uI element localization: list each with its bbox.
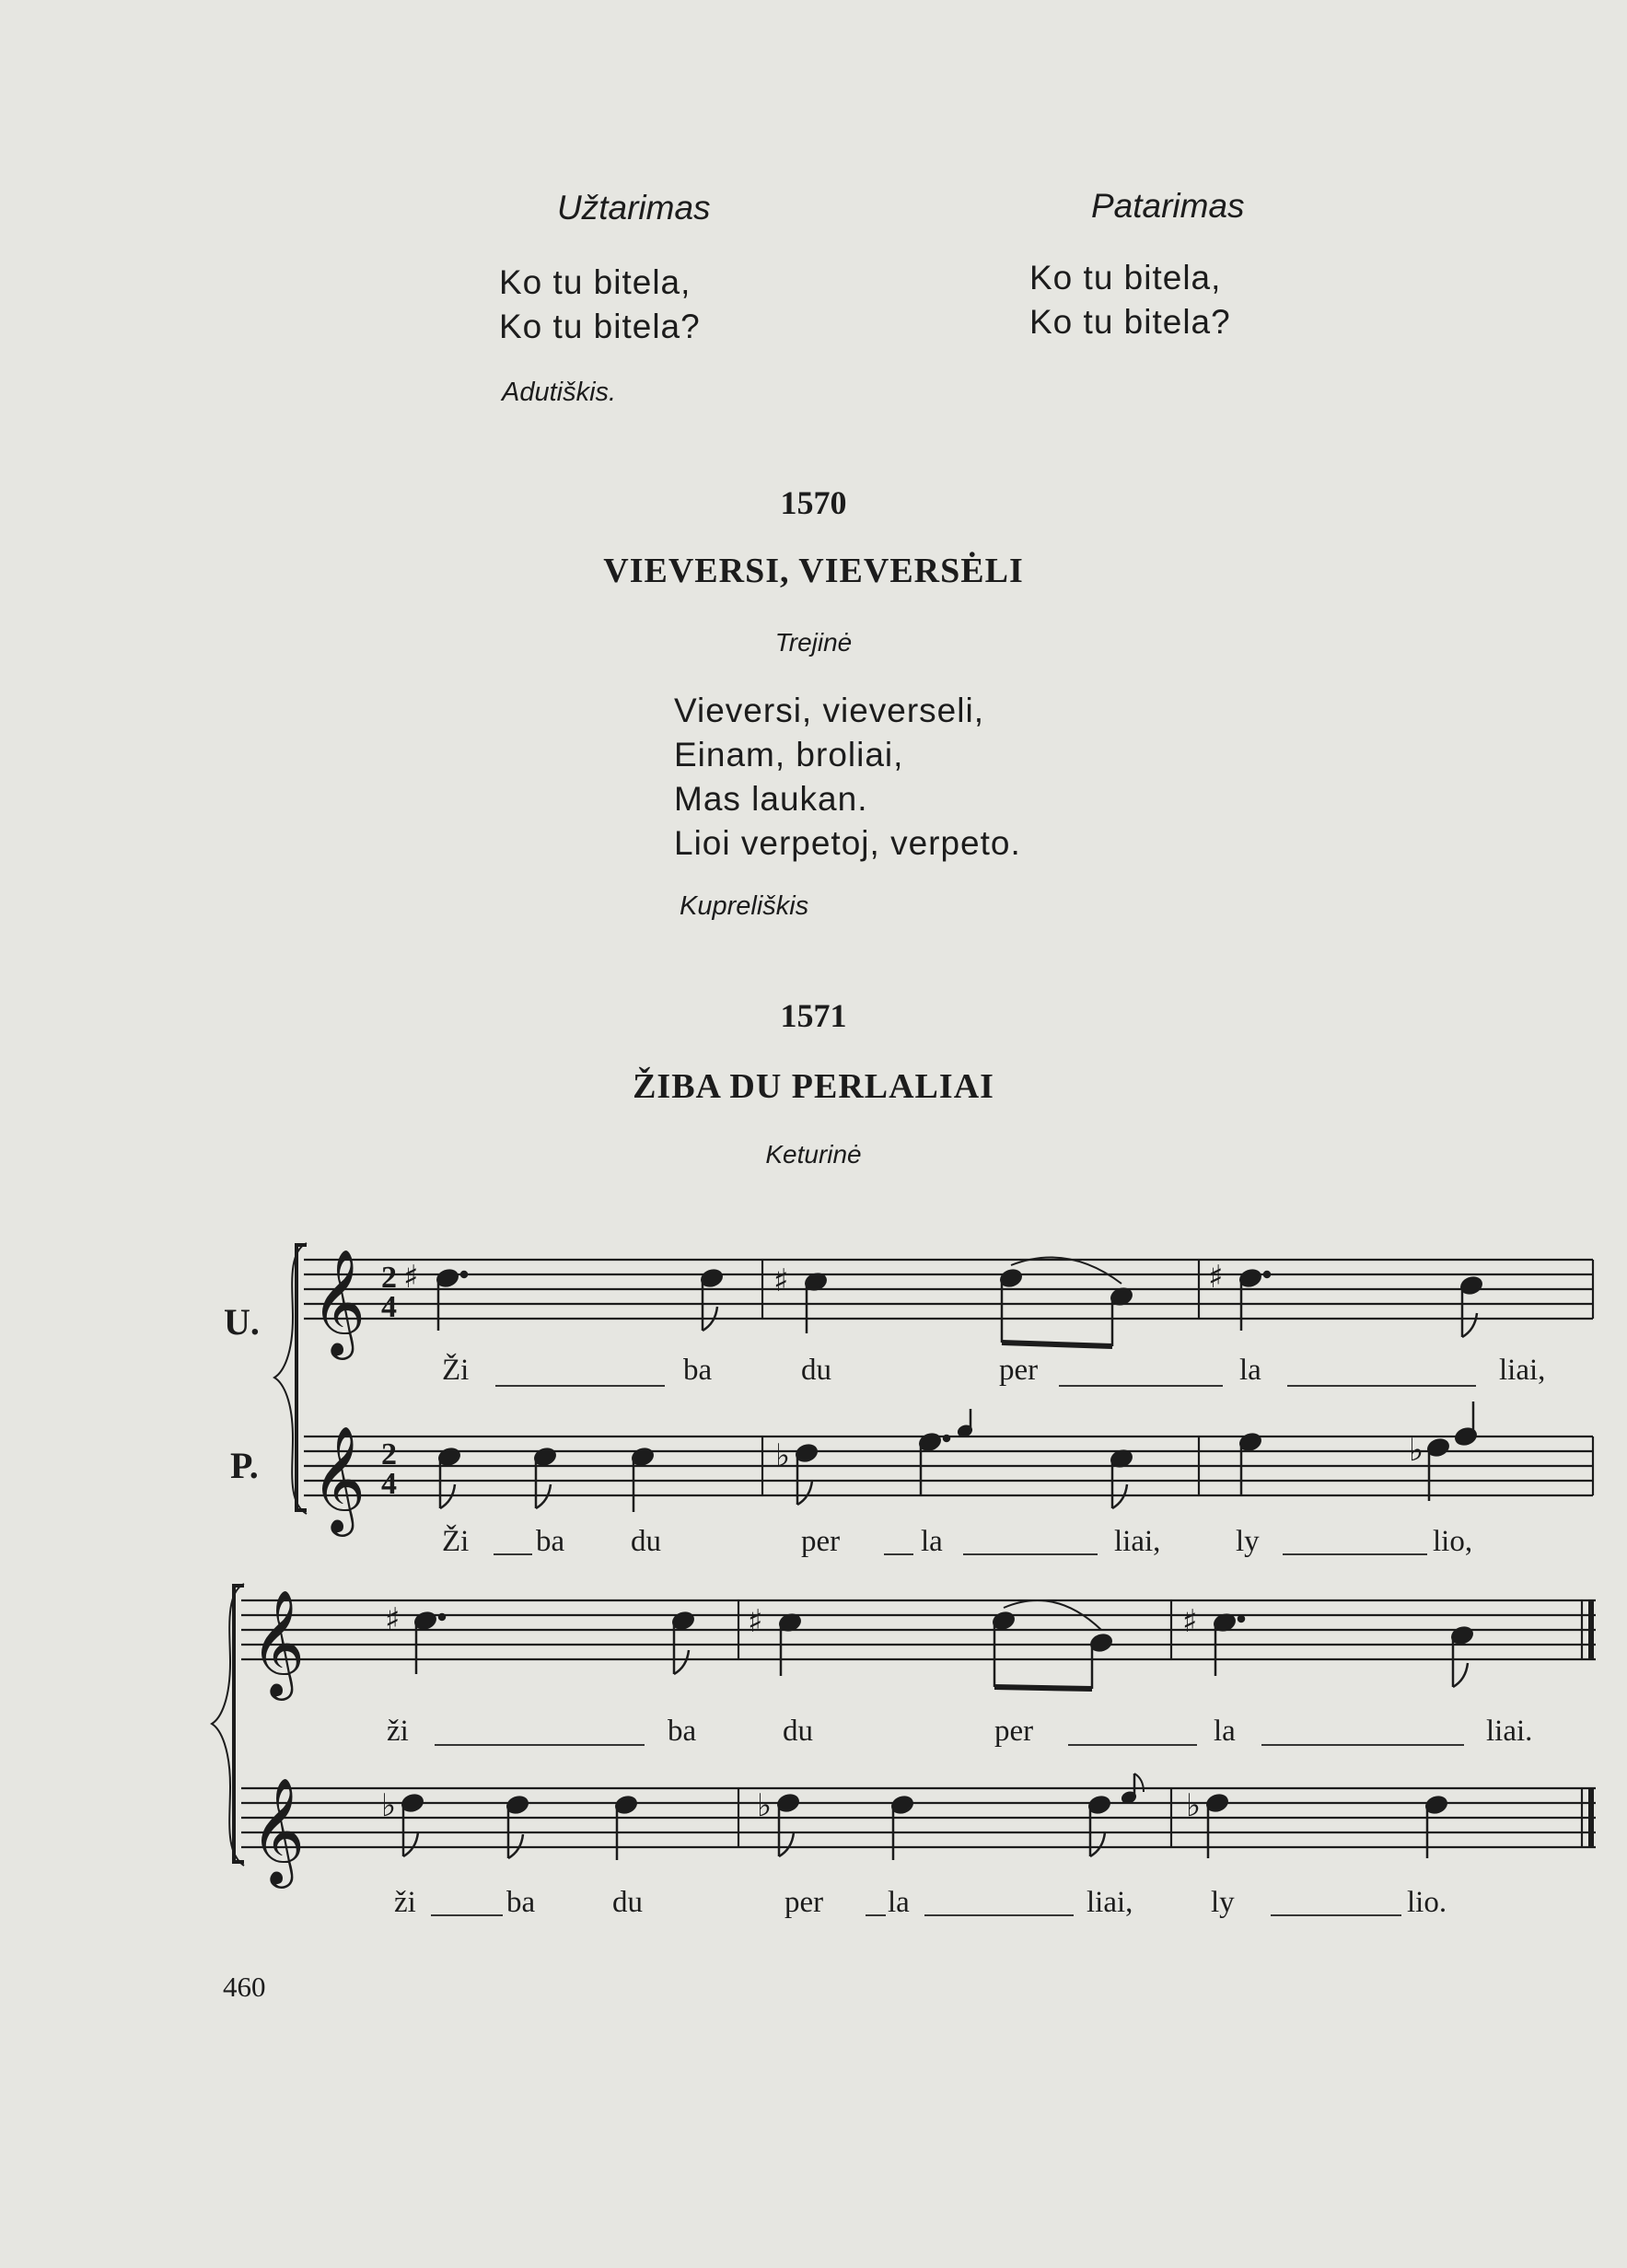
lyric-syllable: per	[801, 1525, 841, 1558]
song-title-1571: ŽIBA DU PERLALIAI	[633, 1067, 994, 1106]
song-subtitle-1570: Trejinė	[774, 628, 853, 657]
system1-brace	[274, 1243, 307, 1514]
lyric-syllable: ly	[1236, 1525, 1260, 1558]
page-number: 460	[223, 1971, 266, 2003]
system2-bracket	[234, 1586, 244, 1862]
verse-line: Vieversi, vieverseli,	[674, 692, 984, 729]
staff-system1-upper	[304, 1260, 1593, 1319]
svg-text:♯: ♯	[385, 1601, 401, 1638]
treble-clef-icon: 𝄞	[311, 1248, 366, 1355]
lyric-syllable: Ži	[442, 1525, 470, 1558]
time-sig-top: 2	[381, 1437, 397, 1471]
lyric-syllable: liai.	[1486, 1715, 1533, 1748]
lyric-syllable: ba	[668, 1715, 697, 1748]
system2-brace	[212, 1584, 244, 1866]
lyric-syllable: per	[994, 1715, 1034, 1748]
lyric-syllable: per	[784, 1886, 824, 1919]
svg-text:♭: ♭	[381, 1787, 397, 1824]
lyric-syllable: ži	[387, 1715, 409, 1748]
svg-text:♯: ♯	[773, 1262, 789, 1299]
lyric-syllable: ba	[683, 1354, 713, 1387]
verse-line: Ko tu bitela,	[499, 263, 691, 301]
verse-line: Ko tu bitela?	[1029, 303, 1231, 341]
svg-text:♭: ♭	[757, 1787, 773, 1824]
time-sig-bottom: 4	[381, 1290, 397, 1324]
verse-line: Mas laukan.	[674, 780, 868, 818]
svg-text:♭: ♭	[1186, 1787, 1202, 1824]
time-sig-bottom: 4	[381, 1467, 397, 1501]
lyric-syllable: ly	[1211, 1886, 1235, 1919]
lyric-syllable: lio,	[1433, 1525, 1473, 1558]
lyric-syllable: ži	[394, 1886, 416, 1919]
lyric-syllable: ba	[536, 1525, 565, 1558]
treble-clef-icon: 𝄞	[250, 1588, 306, 1696]
system1-bracket	[296, 1245, 307, 1510]
verse-line: Ko tu bitela?	[499, 308, 701, 345]
song-number-1570: 1570	[780, 484, 847, 521]
svg-text:♯: ♯	[748, 1603, 763, 1640]
heading-patarimas: Patarimas	[1091, 187, 1245, 225]
svg-text:♯: ♯	[1208, 1259, 1224, 1296]
lyric-syllable: Ži	[442, 1354, 470, 1387]
lyric-syllable: liai,	[1499, 1354, 1546, 1387]
svg-text:♯: ♯	[403, 1259, 419, 1296]
lyric-syllable: lio.	[1407, 1886, 1447, 1919]
lyric-syllable: per	[999, 1354, 1039, 1387]
place-adutiskis: Adutiškis.	[502, 378, 617, 407]
svg-text:♭: ♭	[775, 1437, 791, 1474]
staff-system2-lower	[241, 1788, 1596, 1847]
lyric-syllable: la	[1214, 1715, 1236, 1748]
lyric-syllable: du	[631, 1525, 661, 1558]
song-title-1570: VIEVERSI, VIEVERSĖLI	[603, 552, 1024, 590]
lyric-syllable: liai,	[1114, 1525, 1161, 1558]
svg-text:♯: ♯	[1182, 1603, 1198, 1640]
lyric-syllable: la	[888, 1886, 910, 1919]
verse-line: Lioi verpetoj, verpeto.	[674, 824, 1021, 862]
lyric-syllable: ba	[506, 1886, 536, 1919]
staff-system1-lower	[304, 1436, 1593, 1495]
heading-uztarimas: Užtarimas	[557, 189, 711, 227]
voice-label-upper: U.	[224, 1301, 260, 1343]
verse-line: Ko tu bitela,	[1029, 259, 1222, 297]
staff-system2-upper	[241, 1600, 1596, 1659]
lyric-syllable: liai,	[1087, 1886, 1133, 1919]
verse-line: Einam, broliai,	[674, 736, 904, 773]
svg-text:♭: ♭	[1409, 1432, 1424, 1469]
song-number-1571: 1571	[780, 997, 847, 1034]
place-kupreliskis: Kupreliškis	[680, 891, 809, 921]
treble-clef-icon: 𝄞	[311, 1425, 366, 1532]
lyric-syllable: la	[921, 1525, 943, 1558]
treble-clef-icon: 𝄞	[250, 1776, 306, 1884]
song-subtitle-1571: Keturinė	[765, 1140, 862, 1169]
lyric-syllable: du	[801, 1354, 831, 1387]
lyric-syllable: du	[612, 1886, 643, 1919]
voice-label-lower: P.	[230, 1445, 259, 1486]
lyric-syllable: du	[783, 1715, 813, 1748]
lyric-syllable: la	[1239, 1354, 1261, 1387]
time-sig-top: 2	[381, 1261, 397, 1295]
